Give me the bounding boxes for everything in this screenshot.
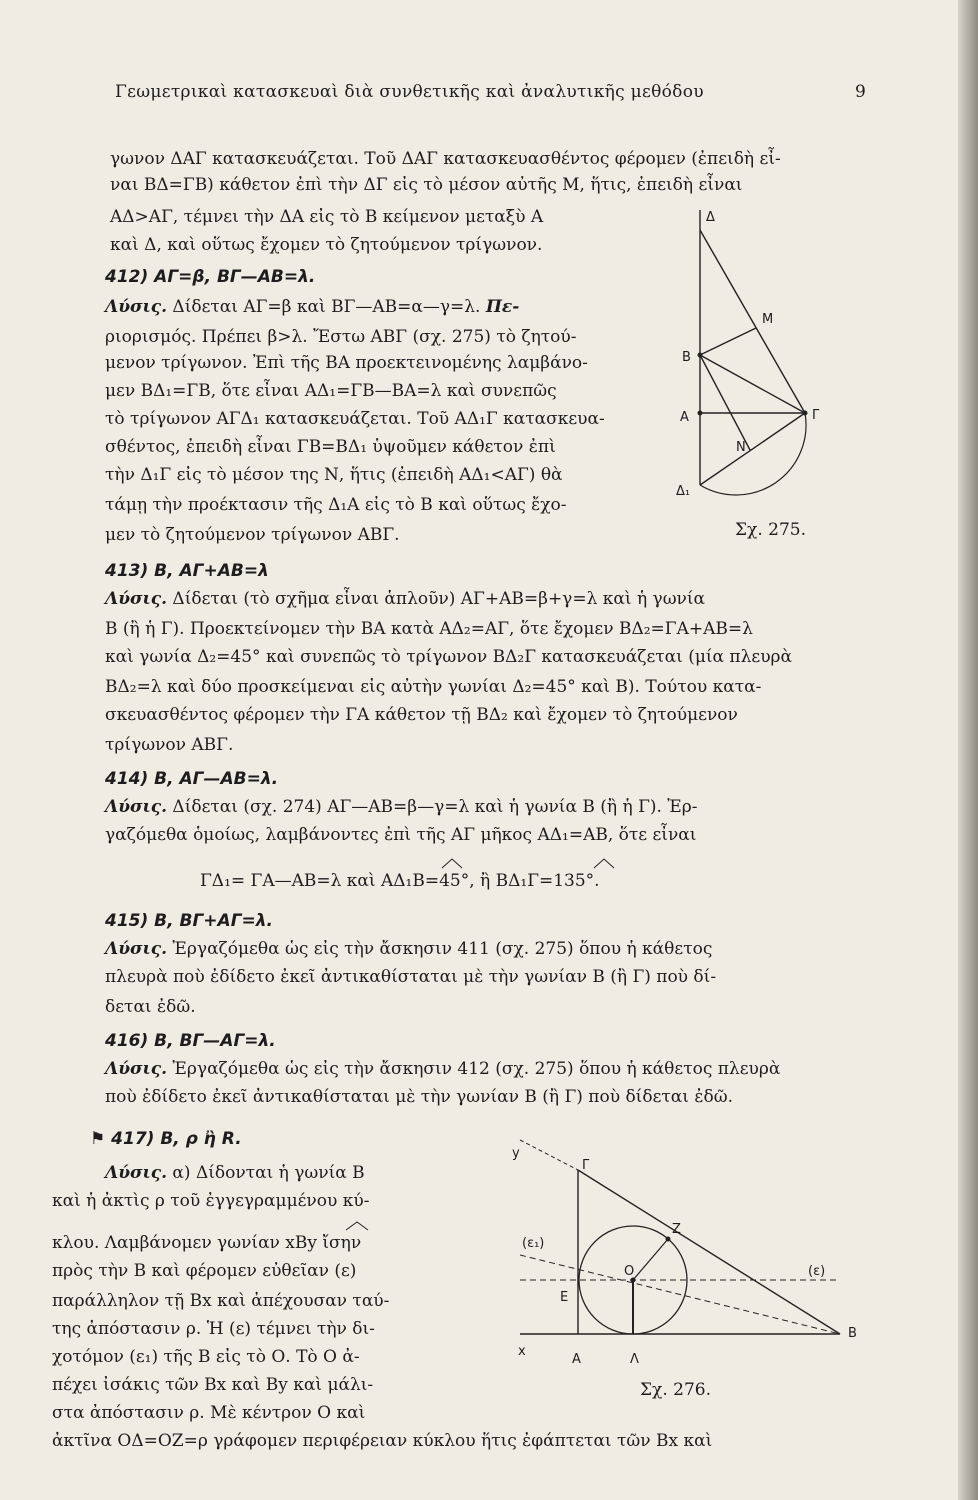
fig276-label-gamma: Γ (582, 1158, 590, 1173)
point-gamma (803, 411, 808, 416)
formula-line: ΓΔ₁= ΓΑ—ΑΒ=λ καὶ ΑΔ₁Β=45°, ἢ ΒΔ₁Γ=135°. (200, 871, 600, 891)
exercise-heading-416: 416) Β, ΒΓ—ΑΓ=λ. (105, 1031, 276, 1051)
fig276-label-z: Ζ (672, 1222, 681, 1237)
text-line: στα ἀπόστασιν ρ. Μὲ κέντρον Ο καὶ (52, 1403, 366, 1423)
exercise-heading-413: 413) Β, ΑΓ+ΑΒ=λ (105, 561, 269, 581)
point-a (698, 411, 703, 416)
text-line: γαζόμεθα ὁμοίως, λαμβάνοντες ἐπὶ τῆς ΑΓ μῆκος ΑΔ₁=ΑΒ, ὅτε εἶναι (105, 825, 697, 845)
fig276-label-a: Α (572, 1352, 581, 1367)
text-line: πέχει ἰσάκις τῶν Βx καὶ Βy καὶ μάλι- (52, 1375, 374, 1395)
point-z (666, 1237, 671, 1242)
text-line: πρὸς τὴν Β καὶ φέρομεν εὐθεῖαν (ε) (52, 1261, 357, 1281)
text-line: καὶ ἡ ἀκτὶς ρ τοῦ ἐγγεγραμμένου κύ- (52, 1191, 370, 1211)
text-line: της ἀπόστασιν ρ. Ἡ (ε) τέμνει τὴν δι- (52, 1319, 375, 1339)
text-line: γωνον ΔΑΓ κατασκευάζεται. Τοῦ ΔΑΓ κατασκευασθέντος φέρομεν (ἐπειδὴ εἶ- (110, 149, 781, 169)
text-line: ΒΔ₂=λ καὶ δύο προσκείμεναι εἰς αὐτὴν γωνίαι Δ₂=45° καὶ Β). Τούτου κατα- (105, 677, 762, 697)
fig276-label-epsilon: Ε (560, 1290, 569, 1305)
text-line: τὸ τρίγωνον ΑΓΔ₁ κατασκευάζεται. Τοῦ ΑΔ₁Γ κατασκευα- (105, 409, 605, 429)
text-line: ἀκτῖνα ΟΔ=ΟΖ=ρ γράφομεν περιφέρειαν κύκλου ἥτις ἐφάπτεται τῶν Βx καὶ (52, 1431, 713, 1451)
figure-275 (660, 210, 860, 520)
angle-mark-xby (342, 1220, 372, 1232)
periorismos-label: Πε- (485, 297, 520, 317)
fig276-label-e1: (ε₁) (522, 1236, 545, 1251)
lysis-label: Λύσις. (105, 939, 168, 959)
text-line: τὴν Δ₁Γ εἰς τὸ μέσον της Ν, ἥτις (ἐπειδὴ ΑΔ₁<ΑΓ) θὰ (105, 465, 563, 485)
fig276-label-b: Β (848, 1326, 857, 1341)
text-line: καὶ Δ, καὶ οὕτως ἔχομεν τὸ ζητούμενον τρίγωνον. (110, 235, 543, 255)
text-line: μεν τὸ ζητούμενον τρίγωνον ΑΒΓ. (105, 525, 400, 545)
text-line: κλου. Λαμβάνομεν γωνίαν xBy ἴσην (52, 1233, 362, 1253)
fig275-label-m: Μ (762, 312, 774, 327)
lysis-text: Δίδεται ΑΓ=β καὶ ΒΓ—ΑΒ=α—γ=λ. (172, 297, 481, 317)
fig275-label-gamma: Γ (812, 408, 820, 423)
lysis-text: Δίδεται (σχ. 274) ΑΓ—ΑΒ=β—γ=λ καὶ ἡ γωνία Β (ἢ ἡ Γ). Ἐρ- (172, 797, 698, 817)
text-line (105, 296, 519, 318)
arc-gamma-d1 (700, 413, 806, 495)
angle-mark-2 (594, 859, 614, 868)
exercise-heading-415: 415) Β, ΒΓ+ΑΓ=λ. (105, 911, 273, 931)
heading-text: 417) Β, ρ ἢ R. (111, 1129, 242, 1149)
lysis-text: α) Δίδονται ἡ γωνία Β (172, 1163, 365, 1183)
text-line (105, 938, 712, 960)
lysis-label: Λύσις. (105, 589, 168, 609)
lysis-text: Ἐργαζόμεθα ὡς εἰς τὴν ἄσκησιν 412 (σχ. 275) ὅπου ἡ κάθετος πλευρὰ (172, 1059, 781, 1079)
lysis-label: Λύσις. (105, 1059, 168, 1079)
fig276-label-x: x (518, 1344, 526, 1359)
angle-mark-1 (442, 859, 462, 868)
text-line: ΑΔ>ΑΓ, τέμνει τὴν ΔΑ εἰς τὸ Β κείμενον μεταξὺ Α (110, 207, 544, 227)
fig276-label-l: Λ (630, 1352, 639, 1367)
figure-276 (500, 1140, 860, 1370)
star-icon: ⚑ (90, 1129, 106, 1149)
text-line: καὶ γωνία Δ₂=45° καὶ συνεπῶς τὸ τρίγωνον ΒΔ₂Γ κατασκευάζεται (μία πλευρὰ (105, 647, 792, 667)
text-line: Β (ἢ ἡ Γ). Προεκτείνομεν τὴν ΒΑ κατὰ ΑΔ₂=ΑΓ, ὅτε ἔχομεν ΒΔ₂=ΓΑ+ΑΒ=λ (105, 619, 753, 639)
text-line: τρίγωνον ΑΒΓ. (105, 735, 234, 755)
text-line: πλευρὰ ποὺ ἐδίδετο ἐκεῖ ἀντικαθίσταται μὲ τὴν γωνίαν Β (ἢ Γ) ποὺ δί- (105, 967, 717, 987)
text-line: ναι ΒΔ=ΓΒ) κάθετον ἐπὶ τὴν ΔΓ εἰς τὸ μέσον αὐτῆς Μ, ἥτις, ἐπειδὴ εἶναι (110, 175, 743, 195)
lysis-text: Ἐργαζόμεθα ὡς εἰς τὴν ἄσκησιν 411 (σχ. 275) ὅπου ἡ κάθετος (172, 939, 713, 959)
text-line: σθέντος, ἐπειδὴ εἶναι ΓΒ=ΒΔ₁ ὑψοῦμεν κάθετον ἐπὶ (105, 437, 556, 457)
figure-276-caption: Σχ. 276. (640, 1380, 711, 1400)
running-header: Γεωμετρικαὶ κατασκευαὶ διὰ συνθετικῆς καὶ ἀναλυτικῆς μεθόδου (115, 82, 704, 102)
text-line (105, 1162, 365, 1184)
text-line: σκευασθέντος φέρομεν τὴν ΓΑ κάθετον τῇ ΒΔ₂ καὶ ἔχομεν τὸ ζητούμενον (105, 705, 738, 725)
radius-oz (633, 1239, 668, 1280)
fig276-label-e: (ε) (808, 1264, 826, 1279)
exercise-heading-412: 412) ΑΓ=β, ΒΓ—ΑΒ=λ. (105, 267, 316, 287)
text-line: μενον τρίγωνον. Ἐπὶ τῆς ΒΑ προεκτεινομένης λαμβάνο- (105, 353, 588, 373)
exercise-heading-414: 414) Β, ΑΓ—ΑΒ=λ. (105, 769, 279, 789)
text-line (105, 588, 705, 610)
figure-275-caption: Σχ. 275. (735, 520, 806, 540)
line-gamma-b (578, 1170, 840, 1334)
text-line: ποὺ ἐδίδετο ἐκεῖ ἀντικαθίσταται μὲ τὴν γωνίαν Β (ἢ Γ) ποὺ δίδεται ἐδῶ. (105, 1087, 733, 1107)
angle-arc-marks (440, 856, 640, 870)
text-line (105, 796, 698, 818)
lysis-text: Δίδεται (τὸ σχῆμα εἶναι ἁπλοῦν) ΑΓ+ΑΒ=β+γ=λ καὶ ἡ γωνία (172, 589, 706, 609)
text-line: τάμῃ τὴν προέκτασιν τῆς Δ₁Α εἰς τὸ Β καὶ οὕτως ἔχο- (105, 495, 567, 515)
line-d1-gamma (700, 413, 805, 485)
fig275-label-delta: Δ (706, 210, 715, 225)
fig275-label-d1: Δ₁ (676, 484, 691, 499)
fig276-label-o: Ο (624, 1264, 635, 1279)
ray-by-dashed (520, 1140, 578, 1170)
page-edge (958, 0, 978, 1500)
page-number: 9 (855, 82, 867, 102)
fig275-label-b: Β (682, 350, 691, 365)
lysis-label: Λύσις. (105, 297, 168, 317)
fig275-label-n: Ν (736, 440, 746, 455)
lysis-label: Λύσις. (105, 1163, 168, 1183)
lysis-label: Λύσις. (105, 797, 168, 817)
text-line: παράλληλον τῇ Βx καὶ ἀπέχουσαν ταύ- (52, 1291, 390, 1311)
line-b-m (700, 328, 756, 355)
text-line: δεται ἐδῶ. (105, 997, 196, 1017)
text-line (105, 1058, 780, 1080)
fig275-label-a: Α (680, 410, 689, 425)
point-b (698, 353, 703, 358)
exercise-heading-417 (90, 1128, 242, 1150)
text-line: χοτόμον (ε₁) τῆς Β εἰς τὸ Ο. Τὸ Ο ἀ- (52, 1347, 360, 1367)
fig276-label-y: y (512, 1146, 520, 1161)
text-line: μεν ΒΔ₁=ΓΒ, ὅτε εἶναι ΑΔ₁=ΓΒ—ΒΑ=λ καὶ συνεπῶς (105, 381, 557, 401)
text-line: ριορισμός. Πρέπει β>λ. Ἔστω ΑΒΓ (σχ. 275) τὸ ζητού- (105, 327, 577, 347)
